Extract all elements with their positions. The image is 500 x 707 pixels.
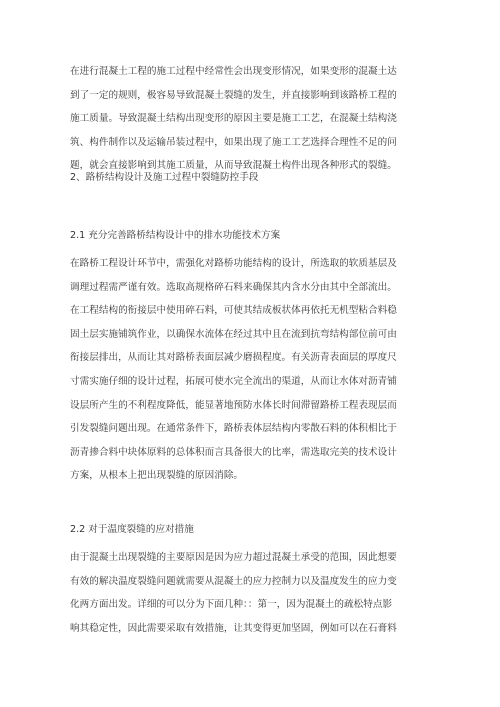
text-line: 方案，从根本上把出现裂缝的原因消除。 xyxy=(70,470,244,482)
text-line: 在进行混凝土工程的施工过程中经常性会出现变形情况，如果变形的混凝土达 xyxy=(70,66,397,77)
subsection-heading-text: 2.2 对于温度裂缝的应对措施 xyxy=(70,524,194,535)
text-line: 有效的解决温度裂缝问题就需要从混凝土的应力控制力以及温度发生的应力变 xyxy=(70,575,397,587)
text-line: 在工程结构的衔接层中使用碎石料，可使其结成板状体再依托无机型粘合料稳 xyxy=(70,305,397,317)
paragraph-temperature xyxy=(70,546,430,640)
text-line: 题，就会直接影响到其施工质量，从而导致混凝土构件出现各种形式的裂缝。 xyxy=(70,160,397,172)
subsection-heading-text: 2.1 充分完善路桥结构设计中的排水功能技术方案 xyxy=(70,230,281,241)
text-line: 施工质量。导致混凝土结构出现变形的原因主要是施工工艺，在混凝土结构浇 xyxy=(70,113,397,125)
text-line: 寸需实施仔细的设计过程，拓展可使水完全流出的渠道，从而让水体对沥青铺 xyxy=(70,375,397,387)
subsection-heading-temperature xyxy=(70,518,430,542)
text-line: 调理过程需严谨有效。选取高规格碎石料来确保其内含水分由其中全部流出。 xyxy=(70,281,397,293)
text-line: 设层所产生的不利程度降低，能显著地预防水体长时间滞留路桥工程表现层而 xyxy=(70,399,397,411)
text-line: 沥青掺合料中块体原料的总体积而言具备很大的比率，需选取完美的技术设计 xyxy=(70,446,397,458)
text-line: 响其稳定性，因此需要采取有效措施，让其变得更加坚固，例如可以在石膏料 xyxy=(70,622,397,634)
subsection-heading-drainage xyxy=(70,224,430,248)
text-line: 由于混凝土出现裂缝的主要原因是因为应力超过混凝土承受的范围，因此想要 xyxy=(70,552,397,563)
text-line: 筑、构件制作以及运输吊装过程中，如果出现了施工工艺选择合理性不足的问 xyxy=(70,136,397,148)
text-line: 引发裂缝问题出现。在通常条件下，路桥表体层结构内零散石料的体积相比于 xyxy=(70,423,397,435)
text-line: 在路桥工程设计环节中，需强化对路桥功能结构的设计，所选取的软质基层及 xyxy=(70,258,397,269)
text-line: 固土层实施铺筑作业，以确保水流体在经过其中且在流到抗弯结构部位前可由 xyxy=(70,328,397,340)
paragraph-drainage xyxy=(70,252,430,488)
text-line: 到了一定的规则，极容易导致混凝土裂缝的发生，并直接影响到该路桥工程的 xyxy=(70,89,397,101)
paragraph-deformation xyxy=(70,60,430,178)
section-heading xyxy=(70,166,430,190)
text-line: 化两方面出发。详细的可以分为下面几种：：第一，因为混凝土的疏松特点影 xyxy=(70,599,393,611)
text-line: 衔接层排出，从而让其对路桥表面层减少磨损程度。有关沥青表面层的厚度尺 xyxy=(70,352,397,364)
section-heading-text: 2、路桥结构设计及施工过程中裂缝防控手段 xyxy=(70,172,259,183)
